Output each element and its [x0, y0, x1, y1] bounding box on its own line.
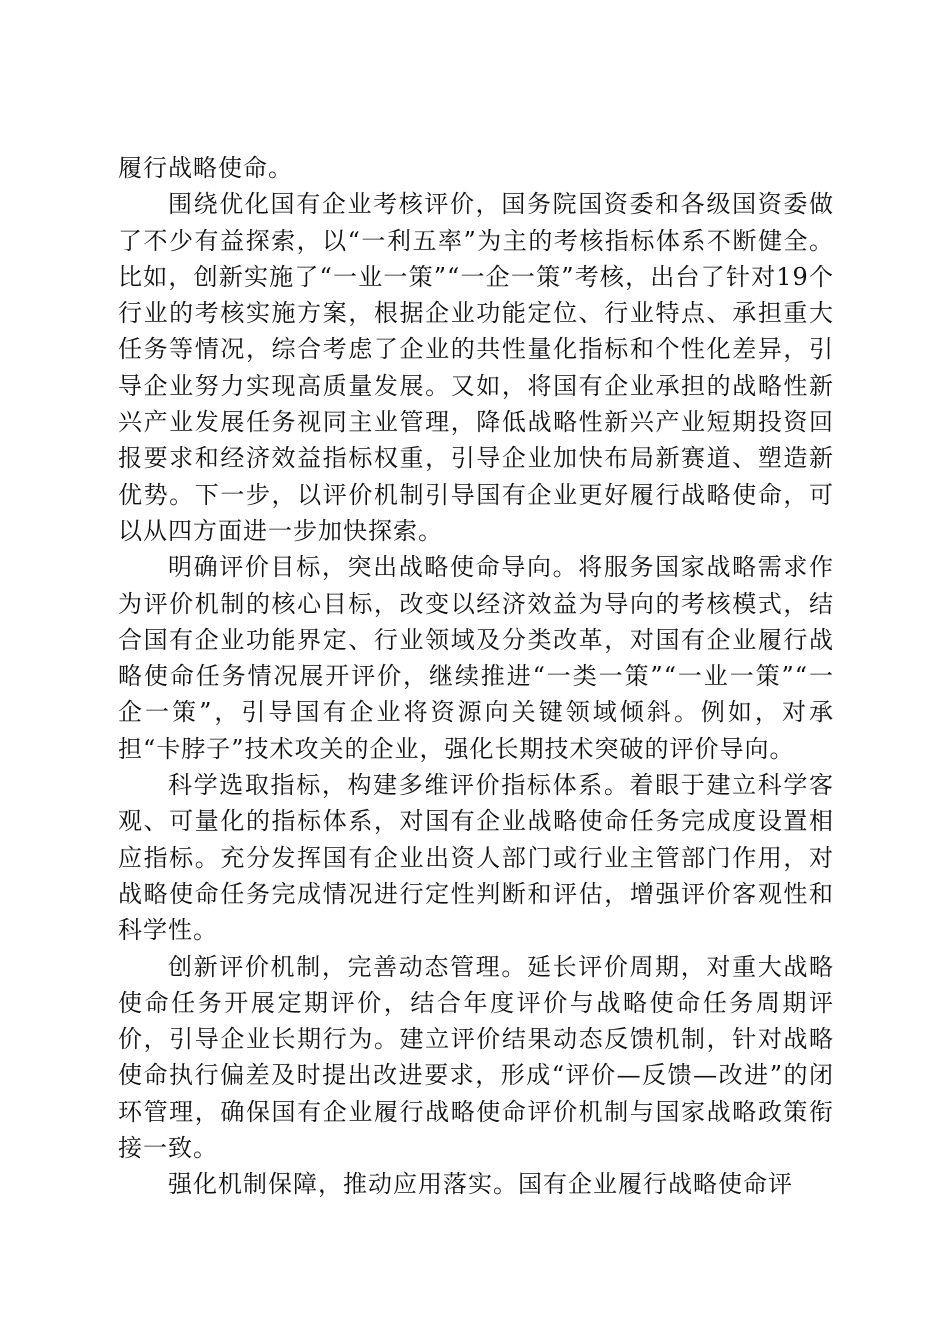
paragraph-clarify-goals: 明确评价目标，突出战略使命导向。将服务国家战略需求作为评价机制的核心目标，改变以经济效益为导向的考核模式，结合国有企业功能界定、行业领域及分类改革，对国有企业履行战略使命任务情况展开评价，继续推进“一类一策”“一业一策”“一企一策”，引导国有企业将资源向关键领域倾斜。例如，对承担“卡脖子”技术攻关的企业，强化长期技术突破的评价导向。: [118, 553, 834, 763]
paragraph-exam-evaluation: 围绕优化国有企业考核评价，国务院国资委和各级国资委做了不少有益探索，以“一利五率”为主的考核指标体系不断健全。比如，创新实施了“一业一策”“一企一策”考核，出台了针对19个行业的考核实施方案，根据企业功能定位、行业特点、承担重大任务等情况，综合考虑了企业的共性量化指标和个性化差异，引导企业努力实现高质量发展。又如，将国有企业承担的战略性新兴产业发展任务视同主业管理，降低战略性新兴产业短期投资回报要求和经济效益指标权重，引导企业加快布局新赛道、塑造新优势。下一步，以评价机制引导国有企业更好履行战略使命，可以从四方面进一步加快探索。: [118, 190, 834, 545]
paragraph-innovate-mechanism: 创新评价机制，完善动态管理。延长评价周期，对重大战略使命任务开展定期评价，结合年度评价与战略使命任务周期评价，引导企业长期行为。建立评价结果动态反馈机制，针对战略使命执行偏差及时提出改进要求，形成“评价—反馈—改进”的闭环管理，确保国有企业履行战略使命评价机制与国家战略政策衔接一致。: [118, 952, 834, 1163]
paragraph-continuation: 履行战略使命。: [118, 154, 293, 182]
document-body: [118, 150, 834, 1203]
paragraph-select-indicators: 科学选取指标，构建多维评价指标体系。着眼于建立科学客观、可量化的指标体系，对国有企业战略使命任务完成度设置相应指标。充分发挥国有企业出资人部门或行业主管部门作用，对战略使命任务完成情况进行定性判断和评估，增强评价客观性和科学性。: [118, 771, 834, 945]
paragraph-strengthen-guarantee: 强化机制保障，推动应用落实。国有企业履行战略使命评: [168, 1170, 793, 1199]
